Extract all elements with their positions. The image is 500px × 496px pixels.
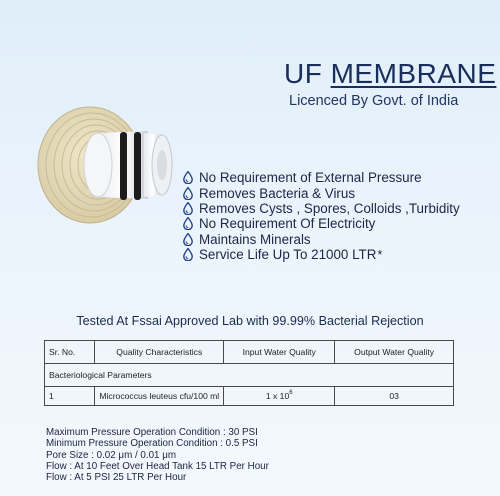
table-header-row [45, 341, 454, 364]
water-drop-icon [183, 233, 193, 246]
feature-list [183, 170, 460, 262]
spec-list [46, 427, 269, 483]
tested-statement: Tested At Fssai Approved Lab with 99.99% Bacterial Rejection [76, 314, 424, 328]
feature-text: Removes Cysts , Spores, Colloids ,Turbidity [199, 200, 460, 216]
table-cell: 1 [45, 387, 95, 406]
spec-line: Minimum Pressure Operation Condition : 0.5 PSI [46, 438, 258, 450]
uf-membrane-image [20, 105, 195, 245]
water-drop-icon [183, 171, 193, 184]
spec-line: Pore Size : 0.02 μm / 0.01 μm [46, 449, 176, 461]
section-cell: Bacteriological Parameters [45, 364, 454, 387]
table-section-row [45, 364, 454, 387]
input-base: 1 x 10 [265, 391, 290, 401]
feature-item [183, 216, 460, 231]
page-title-underlined: MEMBRANE [330, 58, 497, 89]
feature-text: Service Life Up To 21000 LTR [199, 247, 377, 263]
header-cell: Input Water Quality [224, 341, 335, 364]
header-cell: Sr. No. [45, 341, 95, 364]
water-drop-icon [183, 217, 193, 230]
spec-line: Maximum Pressure Operation Condition : 30 PSI [46, 427, 258, 438]
feature-item [183, 201, 460, 216]
feature-text: No Requirement of External Pressure [199, 170, 422, 186]
feature-item [183, 232, 460, 247]
page-title: UF MEMBRANE [284, 58, 497, 89]
table-row [45, 387, 454, 406]
table-cell: Micrococcus leuteus cfu/100 ml [95, 387, 224, 406]
page-subtitle: Licenced By Govt. of India [289, 93, 459, 109]
quality-table [44, 340, 454, 406]
feature-text: Maintains Minerals [199, 231, 311, 247]
water-drop-icon [183, 248, 193, 261]
feature-item [183, 170, 460, 185]
spec-line: Flow : At 5 PSI 25 LTR Per Hour [46, 472, 187, 484]
table-cell: 03 [335, 387, 454, 406]
feature-text: No Requirement Of Electricity [199, 216, 376, 232]
input-exponent: 6 [289, 390, 293, 396]
header-cell: Quality Characteristics [95, 341, 224, 364]
feature-text: Removes Bacteria & Virus [199, 185, 356, 201]
feature-item [183, 185, 460, 200]
feature-item: Service Life Up To 21000 LTR * [183, 247, 460, 262]
header-cell: Output Water Quality [335, 341, 454, 364]
spec-line: Flow : At 10 Feet Over Head Tank 15 LTR Per Hour [46, 460, 269, 472]
table-cell [224, 387, 335, 406]
water-drop-icon [183, 187, 193, 200]
water-drop-icon [183, 202, 193, 215]
